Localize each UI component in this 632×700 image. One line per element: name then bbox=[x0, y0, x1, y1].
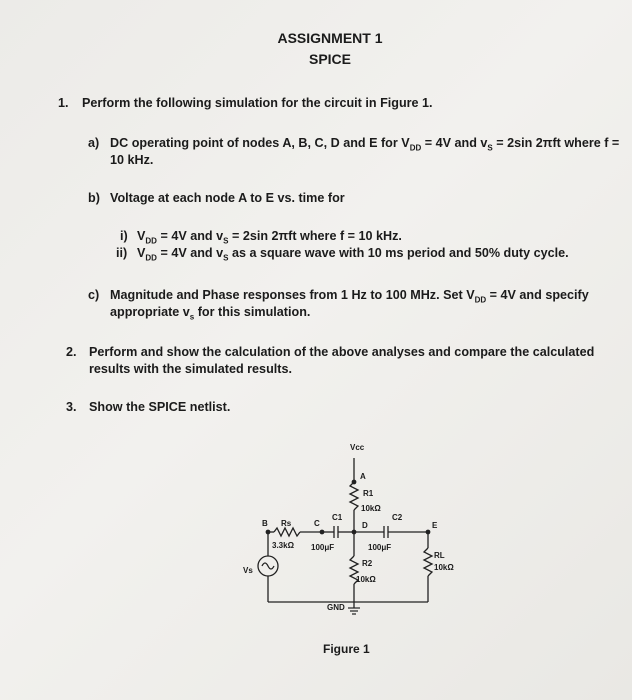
resistor-r1-symbol bbox=[350, 482, 358, 510]
label-c2: C2 bbox=[392, 513, 403, 522]
label-rs: Rs bbox=[281, 519, 292, 528]
figure-caption: Figure 1 bbox=[323, 642, 370, 656]
question-2-number: 2. bbox=[66, 345, 77, 359]
assignment-title: ASSIGNMENT 1 bbox=[277, 30, 383, 46]
part-b-text: Voltage at each node A to E vs. time for bbox=[110, 191, 345, 205]
label-gnd: GND bbox=[327, 603, 345, 612]
part-c-line2: appropriate $v_s$ for this simulation. bbox=[110, 305, 311, 322]
label-rs-value: 3.3kΩ bbox=[272, 541, 294, 550]
question-3-text: Show the SPICE netlist. bbox=[89, 400, 231, 414]
label-node-e: E bbox=[432, 521, 438, 530]
part-a-label: a) bbox=[88, 136, 100, 150]
label-r2-value: 10kΩ bbox=[356, 575, 376, 584]
part-a-text: DC operating point of nodes A, B, C, D and E for $V_{DD} = 4V$ and $v_S = 2\sin$ 2πft where f = bbox=[110, 136, 620, 153]
part-b-ii-label: ii) bbox=[116, 246, 128, 260]
label-vs: Vs bbox=[243, 566, 253, 575]
part-b-ii-text: $V_{DD} = 4V$ and $v_S$ as a square wave with 10 ms period and 50% duty cycle. bbox=[137, 246, 569, 263]
part-c-text: Magnitude and Phase responses from 1 Hz to 100 MHz. Set $V_{DD} = 4V$ and specify bbox=[110, 288, 589, 305]
question-1-text: Perform the following simulation for the circuit in Figure 1. bbox=[82, 96, 433, 110]
part-b-label: b) bbox=[88, 191, 100, 205]
part-b-i-label: i) bbox=[120, 229, 128, 243]
node-d-dot bbox=[352, 530, 357, 535]
label-node-b: B bbox=[262, 519, 268, 528]
label-rl-value: 10kΩ bbox=[434, 563, 454, 572]
question-3-number: 3. bbox=[66, 400, 77, 414]
label-c2-value: 100μF bbox=[368, 543, 392, 552]
label-vcc: Vcc bbox=[350, 443, 365, 452]
resistor-rl-symbol bbox=[424, 548, 432, 576]
question-2-text: Perform and show the calculation of the above analyses and compare the calculated results with the simulated results. bbox=[89, 345, 595, 376]
label-r2: R2 bbox=[362, 559, 373, 568]
ground-icon bbox=[348, 608, 360, 614]
node-e-dot bbox=[426, 530, 431, 535]
part-c-label: c) bbox=[88, 288, 100, 302]
label-r1: R1 bbox=[363, 489, 374, 498]
label-c1-value: 100μF bbox=[311, 543, 335, 552]
label-node-c: C bbox=[314, 519, 320, 528]
question-1-number: 1. bbox=[58, 96, 69, 110]
resistor-rs-symbol bbox=[274, 528, 300, 536]
label-node-a: A bbox=[360, 472, 366, 481]
assignment-subtitle: SPICE bbox=[308, 51, 351, 67]
label-node-d: D bbox=[362, 521, 368, 530]
part-a-line2: 10 kHz. bbox=[110, 153, 154, 167]
node-a-dot bbox=[352, 480, 357, 485]
label-c1: C1 bbox=[332, 513, 343, 522]
node-c-dot bbox=[320, 530, 325, 535]
label-r1-value: 10kΩ bbox=[361, 504, 381, 513]
label-rl: RL bbox=[434, 551, 445, 560]
part-b-i-text: $V_{DD} = 4V$ and $v_S = 2\sin$ 2πft where f = 10 kHz. bbox=[137, 229, 402, 246]
sine-wave-icon bbox=[262, 563, 274, 569]
node-b-dot bbox=[266, 530, 271, 535]
